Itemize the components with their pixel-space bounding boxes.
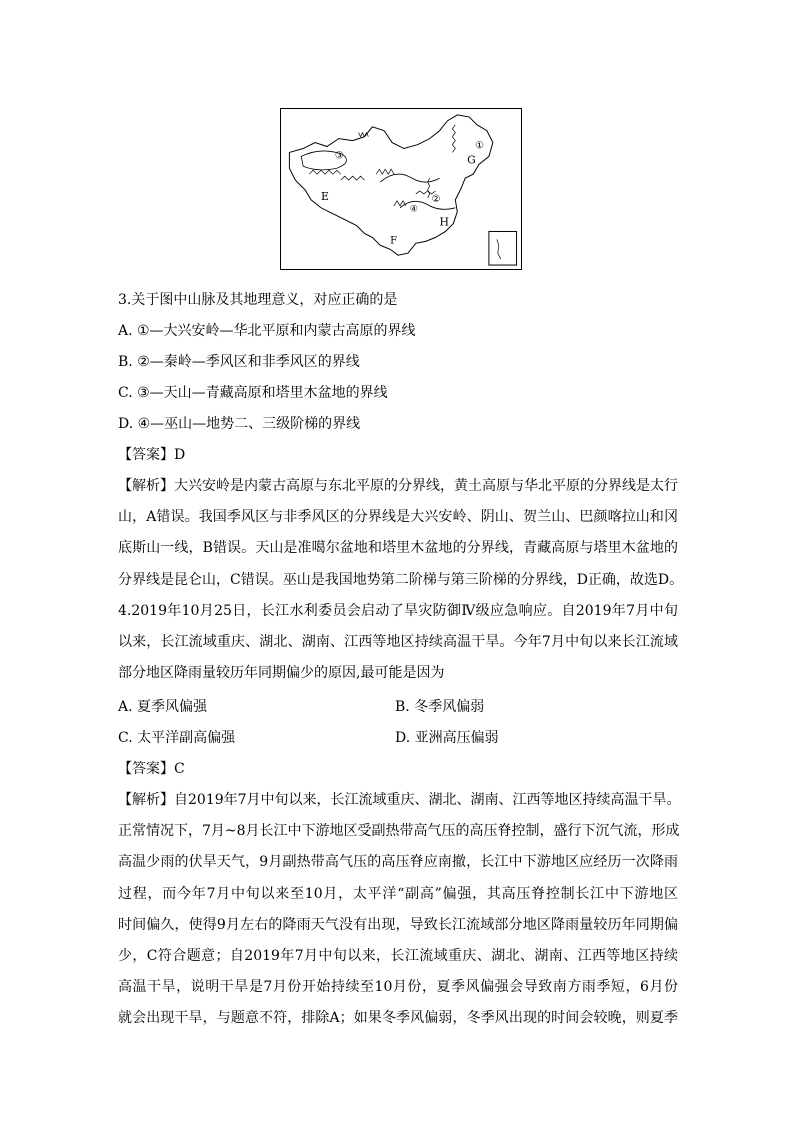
q4-analysis-line: 【解析】自2019年7月中旬以来，长江流域重庆、湖北、湖南、江西等地区持续高温干旱。 (118, 792, 681, 808)
china-map-figure (280, 108, 522, 270)
map-label-F: F (390, 235, 397, 247)
china-outline (289, 115, 492, 255)
q3-option-d: D. ④—巫山—地势二、三级阶梯的界线 (118, 416, 361, 432)
q4-stem (118, 596, 678, 690)
map-label-H: H (439, 215, 450, 229)
map-label-E: E (321, 189, 329, 203)
map-label-1: ① (475, 140, 484, 152)
q4-stem-line: 4.2019年10月25日，长江水利委员会启动了旱灾防御Ⅳ级应急响应。自2019年7月中旬 (118, 603, 678, 619)
q4-option-c: C. 太平洋副高偏强 (118, 730, 236, 746)
q4-analysis (118, 785, 681, 1035)
q3-analysis-line: 底斯山一线，B错误。天山是准噶尔盆地和塔里木盆地的分界线，青藏高原与塔里木盆地的 (118, 540, 678, 557)
south-sea-inset (489, 231, 517, 265)
q4-stem-line: 以来，长江流域重庆、湖北、湖南、江西等地区持续高温干旱。今年7月中旬以来长江流域 (118, 634, 678, 651)
q4-analysis-line: 就会出现干旱，与题意不符，排除A；如果冬季风偏弱，冬季风出现的时间会较晚，则夏季 (118, 1010, 678, 1027)
q3-analysis-line: 【解析】大兴安岭是内蒙古高原与东北平原的分界线，黄土高原与华北平原的分界线是太行 (118, 478, 678, 494)
q3-option-a: A. ①—大兴安岭—华北平原和内蒙古高原的界线 (118, 323, 416, 339)
q3-answer: 【答案】D (118, 447, 186, 463)
q4-analysis-line: 高温干旱，说明干旱是7月份开始持续至10月份，夏季风偏强会导致南方雨季短，6月份 (118, 979, 678, 996)
q3-stem: 3.关于图中山脉及其地理意义，对应正确的是 (118, 292, 398, 308)
q3-analysis-line: 山，A错误。我国季风区与非季风区的分界线是大兴安岭、阴山、贺兰山、巴颜喀拉山和冈 (118, 509, 678, 526)
q4-analysis-line: 高温少雨的伏旱天气，9月副热带高气压的高压脊应南撤，长江中下游地区应经历一次降雨 (118, 854, 678, 871)
q4-analysis-line: 少，C符合题意；自2019年7月中旬以来，长江流域重庆、湖北、湖南、江西等地区持续 (118, 948, 678, 965)
map-label-4: ④ (409, 204, 418, 215)
q4-option-a: A. 夏季风偏强 (118, 699, 208, 715)
q4-stem-line: 部分地区降雨量较历年同期偏少的原因,最可能是因为 (118, 665, 445, 682)
map-label-G: G (467, 153, 476, 167)
q4-analysis-line: 时间偏久，使得9月左右的降雨天气没有出现，导致长江流域部分地区降雨量较历年同期偏 (118, 916, 678, 933)
q4-option-d: D. 亚洲高压偏弱 (395, 730, 499, 746)
china-map (281, 109, 521, 269)
q4-option-b: B. 冬季风偏弱 (395, 699, 485, 715)
q3-option-c: C. ③—天山—青藏高原和塔里木盆地的界线 (118, 385, 388, 401)
map-label-3: ③ (334, 150, 344, 162)
map-label-2: ② (431, 193, 441, 205)
q4-analysis-line: 过程，而今年7月中旬以来至10月，太平洋“副高”偏强，其高压脊控制长江中下游地区 (118, 885, 678, 902)
q3-analysis (118, 471, 684, 596)
q3-analysis-line: 分界线是昆仑山，C错误。巫山是我国地势第二阶梯与第三阶梯的分界线，D正确，故选D。 (118, 571, 684, 588)
q4-answer: 【答案】C (118, 761, 185, 777)
q4-analysis-line: 正常情况下，7月~8月长江中下游地区受副热带高气压的高压脊控制，盛行下沉气流，形成 (118, 823, 680, 840)
q3-option-b: B. ②—秦岭—季风区和非季风区的界线 (118, 354, 360, 370)
